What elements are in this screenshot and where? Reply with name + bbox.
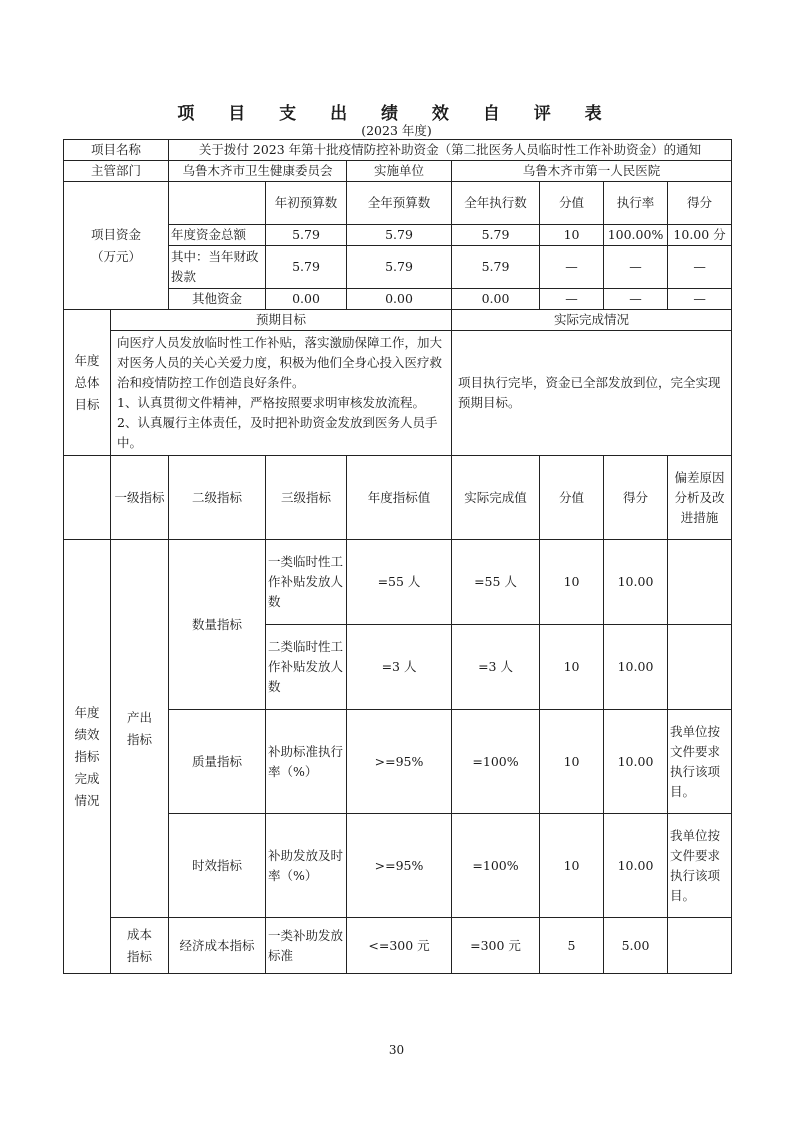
funds-label	[64, 182, 169, 310]
funds-row-name: 其中：当年财政拨款	[169, 246, 266, 289]
funds-cell: 5.79	[452, 246, 540, 289]
funds-header: 分值	[540, 182, 604, 225]
deviation-note: 我单位按文件要求执行该项目。	[668, 814, 732, 918]
output-indicator-label	[111, 540, 169, 918]
funds-header: 年初预算数	[266, 182, 347, 225]
goals-label	[64, 310, 111, 456]
dept-value: 乌鲁木齐市卫生健康委员会	[169, 161, 347, 182]
funds-cell: 5.79	[266, 225, 347, 246]
goals-label-text: 年度总体目标	[74, 352, 100, 412]
target-value: >=95%	[347, 814, 452, 918]
funds-cell: 0.00	[452, 289, 540, 310]
deviation-note	[668, 918, 732, 974]
indicator-header: 得分	[604, 456, 668, 540]
score-value: 10	[540, 710, 604, 814]
level3-indicator: 一类临时性工作补贴发放人数	[266, 540, 347, 625]
funds-row-name: 其他资金	[169, 289, 266, 310]
funds-cell: 5.79	[347, 225, 452, 246]
funds-header: 全年预算数	[347, 182, 452, 225]
level2-indicator: 数量指标	[169, 540, 266, 710]
expected-goal-line: 1、认真贯彻文件精神，严格按照要求明审核发放流程。	[117, 395, 425, 410]
indicator-header: 实际完成值	[452, 456, 540, 540]
funds-cell: —	[668, 246, 732, 289]
got-value: 10.00	[604, 710, 668, 814]
funds-cell: —	[540, 289, 604, 310]
funds-row-name: 年度资金总额	[169, 225, 266, 246]
funds-cell: —	[604, 289, 668, 310]
score-value: 10	[540, 540, 604, 625]
got-value: 10.00	[604, 814, 668, 918]
target-value: =3 人	[347, 625, 452, 710]
level2-indicator: 质量指标	[169, 710, 266, 814]
indicators-section-label	[64, 540, 111, 974]
page-title: 项 目 支 出 绩 效 自 评 表	[177, 104, 616, 124]
evaluation-table	[63, 139, 732, 974]
cost-indicator-label	[111, 918, 169, 974]
year-subtitle: (2023 年度)	[361, 123, 432, 138]
target-value: =55 人	[347, 540, 452, 625]
unit-value: 乌鲁木齐市第一人民医院	[452, 161, 732, 182]
actual-value: =100%	[452, 710, 540, 814]
expected-goal-text	[111, 331, 452, 456]
funds-label-text: 项目资金（万元）	[90, 226, 141, 264]
indicator-header: 分值	[540, 456, 604, 540]
output-indicator-text: 产出指标	[126, 709, 152, 747]
project-name-value: 关于拨付 2023 年第十批疫情防控补助资金（第二批医务人员临时性工作补助资金）的通知	[169, 140, 732, 161]
expected-goal-line: 2、认真履行主体责任，及时把补助资金发放到医务人员手中。	[117, 415, 438, 450]
deviation-note	[668, 540, 732, 625]
indicator-header: 二级指标	[169, 456, 266, 540]
funds-cell: 5.79	[266, 246, 347, 289]
funds-cell: —	[604, 246, 668, 289]
target-value: >=95%	[347, 710, 452, 814]
actual-value: =300 元	[452, 918, 540, 974]
deviation-note	[668, 625, 732, 710]
level3-indicator: 补助标准执行率（%）	[266, 710, 347, 814]
funds-header: 全年执行数	[452, 182, 540, 225]
level3-indicator: 二类临时性工作补贴发放人数	[266, 625, 347, 710]
project-name-label: 项目名称	[64, 140, 169, 161]
indicator-header: 三级指标	[266, 456, 347, 540]
score-value: 5	[540, 918, 604, 974]
level2-indicator: 时效指标	[169, 814, 266, 918]
funds-cell: 5.79	[452, 225, 540, 246]
level3-indicator: 一类补助发放标准	[266, 918, 347, 974]
funds-header: 得分	[668, 182, 732, 225]
got-value: 5.00	[604, 918, 668, 974]
score-value: 10	[540, 814, 604, 918]
level2-indicator: 经济成本指标	[169, 918, 266, 974]
funds-cell: 10	[540, 225, 604, 246]
target-value: <=300 元	[347, 918, 452, 974]
funds-cell: 10.00 分	[668, 225, 732, 246]
score-value: 10	[540, 625, 604, 710]
actual-result-header: 实际完成情况	[452, 310, 732, 331]
expected-goal-header: 预期目标	[111, 310, 452, 331]
got-value: 10.00	[604, 625, 668, 710]
indicator-header: 偏差原因分析及改进措施	[668, 456, 732, 540]
funds-cell: 0.00	[347, 289, 452, 310]
funds-cell: —	[668, 289, 732, 310]
actual-value: =100%	[452, 814, 540, 918]
actual-value: =3 人	[452, 625, 540, 710]
got-value: 10.00	[604, 540, 668, 625]
dept-label: 主管部门	[64, 161, 169, 182]
funds-cell: 0.00	[266, 289, 347, 310]
cost-indicator-text: 成本指标	[126, 926, 152, 964]
indicator-header: 一级指标	[111, 456, 169, 540]
funds-cell: 100.00%	[604, 225, 668, 246]
unit-label: 实施单位	[347, 161, 452, 182]
deviation-note: 我单位按文件要求执行该项目。	[668, 710, 732, 814]
funds-cell: —	[540, 246, 604, 289]
funds-header: 执行率	[604, 182, 668, 225]
indicator-header-blank	[64, 456, 111, 540]
indicator-header: 年度指标值	[347, 456, 452, 540]
level3-indicator: 补助发放及时率（%）	[266, 814, 347, 918]
funds-header-blank	[169, 182, 266, 225]
actual-value: =55 人	[452, 540, 540, 625]
indicators-section-text: 年度绩效指标完成情况	[74, 704, 100, 808]
expected-goal-line: 向医疗人员发放临时性工作补贴，落实激励保障工作，加大对医务人员的关心关爱力度，积极为他们全身心投入医疗救治和疫情防控工作创造良好条件。	[117, 335, 443, 390]
funds-cell: 5.79	[347, 246, 452, 289]
page-number: 30	[388, 1043, 405, 1057]
actual-result-text: 项目执行完毕，资金已全部发放到位，完全实现预期目标。	[452, 331, 732, 456]
